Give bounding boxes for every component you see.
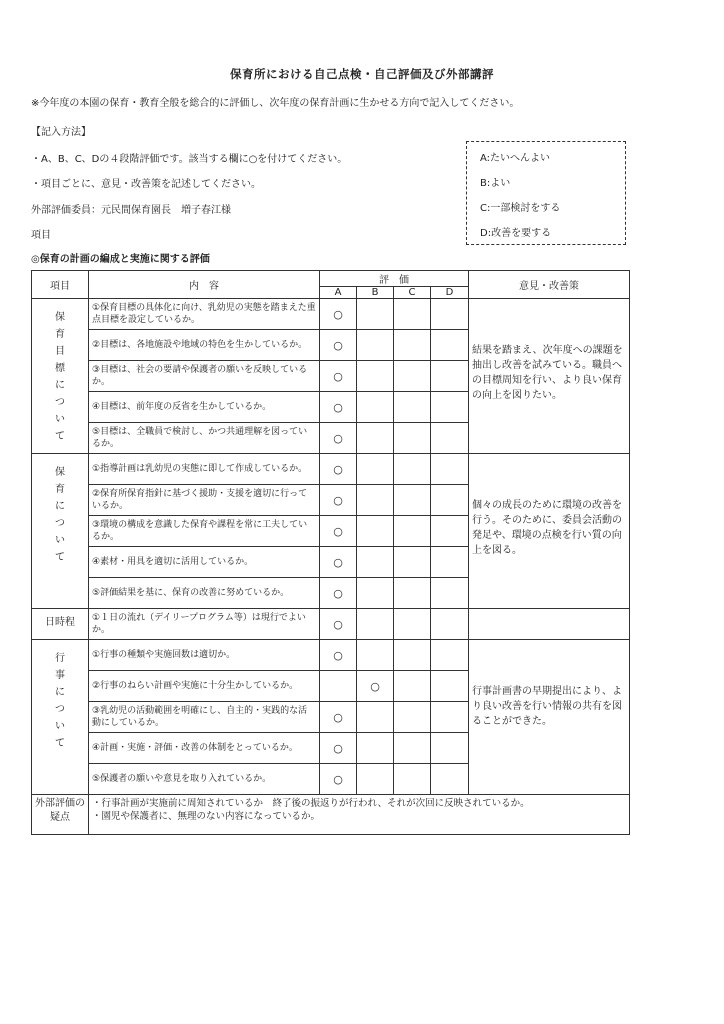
item-text: ④素材・用具を適切に活用しているか。 (89, 547, 320, 578)
opinion-text: 個々の成長のために環境の改善を行う。そのために、委員会活動の発足や、環境の点検を行い質の向上を図る。 (472, 500, 622, 556)
evaluation-table (31, 270, 630, 835)
item-text: ①保育目標の具体化に向け、乳幼児の実態を踏まえた重点目標を設定しているか。 (89, 299, 320, 330)
grade-cell-b[interactable] (357, 764, 394, 795)
grade-cell-a[interactable] (320, 516, 357, 547)
table-row (32, 299, 630, 330)
item-text: ②行事のねらい計画や実施に十分生かしているか。 (89, 671, 320, 702)
grade-cell-b[interactable] (357, 640, 394, 671)
grade-cell-d[interactable] (431, 547, 469, 578)
grade-cell-a[interactable] (320, 299, 357, 330)
item-text: ③目標は、社会の要請や保護者の願いを反映しているか。 (89, 361, 320, 392)
item-text: ③乳幼児の活動範囲を明確にし、自主的・実践的な活動にしているか。 (89, 702, 320, 733)
grade-cell-b[interactable] (357, 485, 394, 516)
item-text: ③環境の構成を意識した保育や課程を常に工夫しているか。 (89, 516, 320, 547)
item-label: 項目 (31, 230, 51, 241)
page-title: 保育所における自己点検・自己評価及び外部講評 (230, 67, 494, 81)
external-notes (89, 795, 630, 835)
grade-cell-d[interactable] (431, 733, 469, 764)
grade-cell-a[interactable] (320, 454, 357, 485)
grade-cell-b[interactable] (357, 361, 394, 392)
opinion-cell (469, 454, 630, 609)
category-label: 行事について (55, 653, 65, 749)
table-row (32, 454, 630, 485)
grade-cell-c[interactable] (394, 547, 431, 578)
circle-mark-icon: ○ (333, 648, 343, 662)
item-text: ⑤評価結果を基に、保育の改善に努めているか。 (89, 578, 320, 609)
grade-cell-d[interactable] (431, 423, 469, 454)
opinion-cell (469, 299, 630, 454)
grade-cell-a[interactable] (320, 671, 357, 702)
opinion-cell (469, 640, 630, 795)
grade-cell-d[interactable] (431, 361, 469, 392)
item-text: ④計画・実施・評価・改善の体制をとっているか。 (89, 733, 320, 764)
circle-mark-icon: ○ (333, 400, 343, 414)
grade-cell-d[interactable] (431, 299, 469, 330)
grade-cell-d[interactable] (431, 609, 469, 640)
opinion-cell (469, 609, 630, 640)
circle-mark-icon: ○ (333, 431, 343, 445)
table-row (32, 609, 630, 640)
grade-cell-d[interactable] (431, 485, 469, 516)
header-grade-c: C (394, 287, 431, 299)
circle-mark-icon: ○ (333, 307, 343, 321)
category-label: 保育について (55, 467, 65, 563)
method-heading: 【記入方法】 (31, 127, 91, 138)
grade-cell-c[interactable] (394, 640, 431, 671)
grade-cell-b[interactable] (357, 547, 394, 578)
grade-cell-a[interactable] (320, 578, 357, 609)
grade-cell-a[interactable] (320, 361, 357, 392)
item-text: ①指導計画は乳幼児の実態に即して作成しているか。 (89, 454, 320, 485)
header-grade-d: D (431, 287, 469, 299)
grade-cell-a[interactable] (320, 702, 357, 733)
grade-cell-a[interactable] (320, 485, 357, 516)
circle-mark-icon: ○ (333, 710, 343, 724)
grade-cell-a[interactable] (320, 330, 357, 361)
header-evaluation: 評 価 (320, 271, 469, 287)
grade-cell-c[interactable] (394, 392, 431, 423)
section-heading: ◎保育の計画の編成と実施に関する評価 (31, 254, 210, 265)
circle-mark-icon: ○ (333, 586, 343, 600)
grade-cell-b[interactable] (357, 733, 394, 764)
grade-cell-c[interactable] (394, 299, 431, 330)
category-cell (32, 299, 89, 454)
grade-cell-c[interactable] (394, 516, 431, 547)
grade-cell-b[interactable] (357, 423, 394, 454)
external-label: 外部評価の疑点 (35, 798, 85, 823)
grade-cell-c[interactable] (394, 423, 431, 454)
grade-cell-c[interactable] (394, 578, 431, 609)
grade-cell-a[interactable] (320, 640, 357, 671)
grade-cell-b[interactable] (357, 609, 394, 640)
circle-mark-icon: ○ (333, 338, 343, 352)
grade-cell-c[interactable] (394, 733, 431, 764)
item-text: ①行事の種類や実施回数は適切か。 (89, 640, 320, 671)
legend-b: B:よい (480, 178, 511, 189)
category-cell (32, 640, 89, 795)
grade-cell-c[interactable] (394, 361, 431, 392)
item-text: ④目標は、前年度の反省を生かしているか。 (89, 392, 320, 423)
item-text: ②目標は、各地施設や地域の特色を生かしているか。 (89, 330, 320, 361)
external-note-2: ・園児や保護者に、無理のない内容になっているか。 (92, 811, 321, 822)
grade-cell-d[interactable] (431, 640, 469, 671)
circle-mark-icon: ○ (333, 617, 343, 631)
category-label: 保育目標について (55, 312, 65, 442)
grade-cell-d[interactable] (431, 671, 469, 702)
legend-d: D:改善を要する (480, 228, 552, 239)
header-opinion: 意見・改善策 (469, 271, 630, 299)
grade-cell-d[interactable] (431, 702, 469, 733)
legend-c: C:一部検討をする (480, 203, 561, 214)
grade-cell-a[interactable] (320, 733, 357, 764)
grade-cell-c[interactable] (394, 764, 431, 795)
circle-mark-icon: ○ (333, 524, 343, 538)
grade-cell-d[interactable] (431, 764, 469, 795)
header-grade-a: A (320, 287, 357, 299)
grade-cell-c[interactable] (394, 702, 431, 733)
opinion-text: 結果を踏まえ、次年度への課題を抽出し改善を試みている。職員への目標周知を行い、より良い保育の向上を図りたい。 (472, 345, 623, 401)
table-row (32, 640, 630, 671)
instruction-1: ・A、B、C、Dの４段階評価です。該当する欄に○を付けてください。 (31, 154, 348, 165)
circle-mark-icon: ○ (333, 772, 343, 786)
external-label-cell (32, 795, 89, 835)
grade-cell-b[interactable] (357, 516, 394, 547)
grade-cell-b[interactable] (357, 702, 394, 733)
grade-cell-a[interactable] (320, 423, 357, 454)
grade-cell-d[interactable] (431, 454, 469, 485)
header-content: 内 容 (89, 271, 320, 299)
grade-cell-c[interactable] (394, 330, 431, 361)
category-cell (32, 454, 89, 609)
circle-mark-icon: ○ (333, 462, 343, 476)
grade-cell-b[interactable] (357, 671, 394, 702)
external-note-1: ・行事計画が実施前に周知されているか 終了後の振返りが行われ、それが次回に反映されているか。 (92, 798, 530, 809)
grade-cell-d[interactable] (431, 330, 469, 361)
grade-cell-c[interactable] (394, 671, 431, 702)
grade-cell-d[interactable] (431, 392, 469, 423)
circle-mark-icon: ○ (333, 493, 343, 507)
grade-cell-a[interactable] (320, 764, 357, 795)
grade-cell-c[interactable] (394, 454, 431, 485)
grade-cell-d[interactable] (431, 516, 469, 547)
item-text: ②保育所保育指針に基づく援助・支援を適切に行っているか。 (89, 485, 320, 516)
opinion-text: 行事計画書の早期提出により、より良い改善を行い情報の共有を図ることができた。 (472, 686, 622, 727)
circle-mark-icon: ○ (333, 741, 343, 755)
grade-cell-c[interactable] (394, 609, 431, 640)
grade-legend (466, 141, 626, 245)
item-text: ⑤目標は、全職員で検討し、かつ共通理解を図っているか。 (89, 423, 320, 454)
grade-cell-b[interactable] (357, 330, 394, 361)
grade-cell-b[interactable] (357, 299, 394, 330)
grade-cell-b[interactable] (357, 578, 394, 609)
grade-cell-a[interactable] (320, 609, 357, 640)
grade-cell-c[interactable] (394, 485, 431, 516)
grade-cell-d[interactable] (431, 578, 469, 609)
item-text: ⑤保護者の願いや意見を取り入れているか。 (89, 764, 320, 795)
item-text: ①１日の流れ（デイリープログラム等）は現行でよいか。 (89, 609, 320, 640)
header-category: 項目 (32, 271, 89, 299)
grade-cell-a[interactable] (320, 392, 357, 423)
circle-mark-icon: ○ (333, 555, 343, 569)
instruction-2: ・項目ごとに、意見・改善策を記述してください。 (31, 179, 261, 190)
grade-cell-b[interactable] (357, 454, 394, 485)
evaluator-text: 外部評価委員：元民間保育園長 増子春江様 (31, 205, 231, 216)
header-grade-b: B (357, 287, 394, 299)
category-cell (32, 609, 89, 640)
circle-mark-icon: ○ (370, 679, 380, 693)
grade-cell-b[interactable] (357, 392, 394, 423)
circle-mark-icon: ○ (333, 369, 343, 383)
grade-cell-a[interactable] (320, 547, 357, 578)
legend-a: A:たいへんよい (480, 153, 551, 164)
intro-text: ※今年度の本園の保育・教育全般を総合的に評価し、次年度の保育計画に生かせる方向で記入してください。 (31, 98, 520, 109)
category-label: 日時程 (45, 617, 75, 628)
